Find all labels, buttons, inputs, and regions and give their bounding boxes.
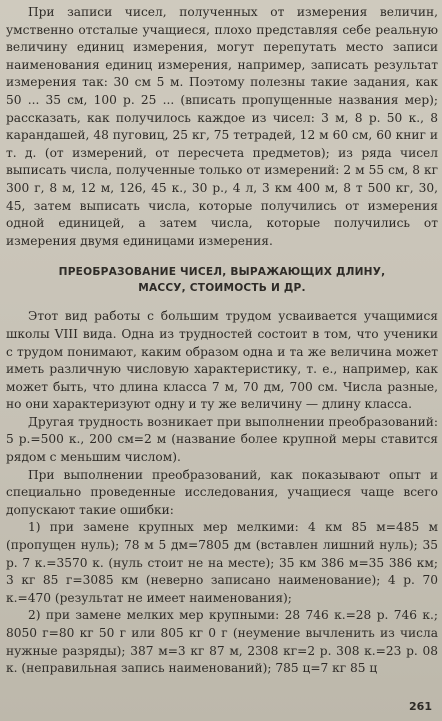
paragraph-errors-item-1: 1) при замене крупных мер мелкими: 4 км 85 м=485 м (пропущен нуль); 78 м 5 дм=7805 дм (вставлен лишний нуль); 35 р. 7 к.=3570 к. (нуль стоит не на месте); 35 км 386 м=35 386 км; 3 кг 85 г=3085 км (неверно записано наименование); 4 р. 70 к.=470 (результат не имеет наименования); — [6, 520, 438, 605]
paragraph-difficulty-1: Этот вид работы с большим трудом усваивается учащимися школы VIII вида. Одна из трудностей состоит в том, что ученики с трудом понимают, каким образом одна и та же величина может иметь различную числовую характеристику, т. е., например, как может быть, что длина класса 7 м, 70 дм, 700 см. Числа разные, но они характеризуют одну и ту же величину — длину класса. — [6, 309, 438, 412]
paragraph-difficulty-2: Другая трудность возникает при выполнении преобразований: 5 р.=500 к., 200 см=2 м (название более крупной меры ставится рядом с меньшим числом). — [6, 414, 438, 465]
section-heading-line-2: МАССУ, СТОИМОСТЬ И ДР. — [138, 282, 306, 295]
page-number: 261 — [409, 700, 432, 713]
section-heading — [6, 264, 438, 296]
page-body — [6, 4, 438, 678]
section-heading-line-1: ПРЕОБРАЗОВАНИЕ ЧИСЕЛ, ВЫРАЖАЮЩИХ ДЛИНУ, — [58, 266, 386, 279]
paragraph-errors-item-2: 2) при замене мелких мер крупными: 28 746 к.=28 р. 746 к.; 8050 г=80 кг 50 г или 805 кг 0 г (неумение вычленить из числа нужные разряды); 387 м=3 кг 87 м, 2308 кг=2 р. 308 к.=23 р. 08 к. (неправильная запись наименований); 785 ц=7 кг 85 ц — [6, 608, 438, 676]
paragraph-errors-intro: При выполнении преобразований, как показывают опыт и специально проведенные исследования, учащиеся чаще всего допускают такие ошибки: — [6, 467, 438, 517]
paragraph-measurement-recording: При записи чисел, полученных от измерения величин, умственно отсталые учащиеся, плохо представляя себе реальную величину единиц измерения, могут перепутать место записи наименования единиц измерения, например, записать результат измерения так: 30 см 5 м. Поэтому полезны такие задания, как 50 ... 35 см, 100 р. 25 ... (вписать пропущенные названия мер); рассказать, как получилось каждое из чисел: 3 м, 8 р. 50 к., 8 карандашей, 48 пуговиц, 25 кг, 75 тетрадей, 12 м 60 см, 60 книг и т. д. (от измерений, от пересчета предметов); из ряда чисел выписать числа, полученные только от измерений: 2 м 55 см, 8 кг 300 г, 8 м, 12 м, 126, 45 к., 30 р., 4 л, 3 км 400 м, 8 т 500 кг, 30, 45, затем выписать числа, которые получились от измерения одной единицей, а затем числа, которые получились от измерения двумя единицами измерения. — [6, 5, 438, 248]
